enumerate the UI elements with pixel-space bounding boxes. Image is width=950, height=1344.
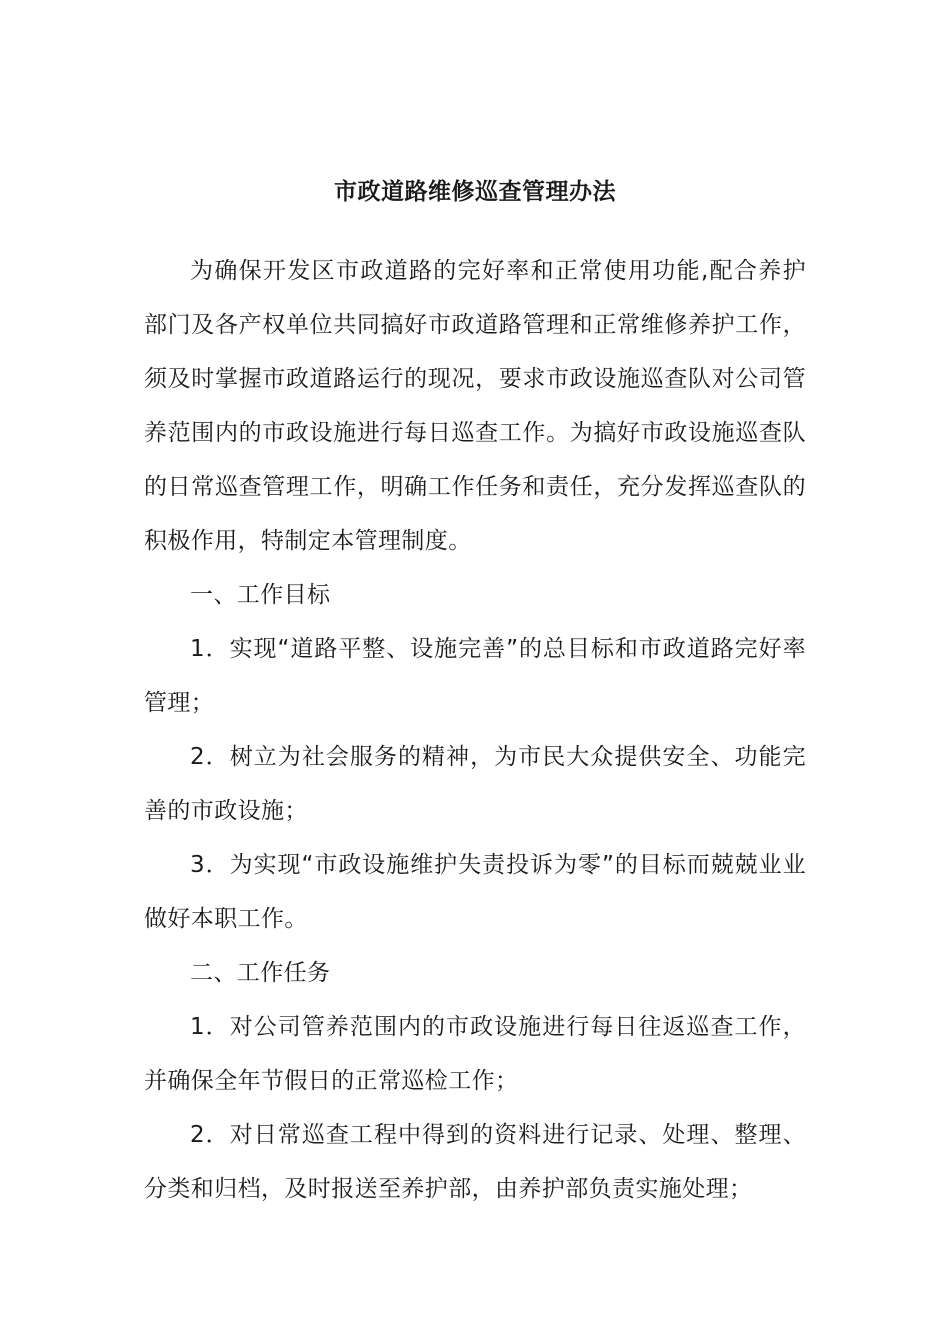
task-item-1: 1．对公司管养范围内的市政设施进行每日往返巡查工作，并确保全年节假日的正常巡检工作；	[144, 1014, 806, 1094]
intro-paragraph: 为确保开发区市政道路的完好率和正常使用功能,配合养护部门及各产权单位共同搞好市政道路管理和正常维修养护工作，须及时掌握市政道路运行的现况，要求市政设施巡查队对公司管养范围内的市政设施进行每日巡查工作。为搞好市政设施巡查队的日常巡查管理工作，明确工作任务和责任，充分发挥巡查队的积极作用，特制定本管理制度。	[144, 258, 806, 554]
section-heading-tasks: 二、工作任务	[190, 960, 331, 986]
goal-item-2: 2．树立为社会服务的精神，为市民大众提供安全、功能完善的市政设施；	[144, 744, 806, 824]
task-item-2: 2．对日常巡查工程中得到的资料进行记录、处理、整理、分类和归档，及时报送至养护部，由养护部负责实施处理；	[144, 1122, 806, 1202]
document-title: 市政道路维修巡查管理办法	[334, 179, 616, 205]
goal-item-1: 1．实现“道路平整、设施完善”的总目标和市政道路完好率管理；	[144, 636, 806, 716]
section-heading-goals: 一、工作目标	[190, 582, 331, 608]
document-body	[144, 244, 806, 1216]
goal-item-3: 3．为实现“市政设施维护失责投诉为零”的目标而兢兢业业做好本职工作。	[144, 852, 806, 932]
